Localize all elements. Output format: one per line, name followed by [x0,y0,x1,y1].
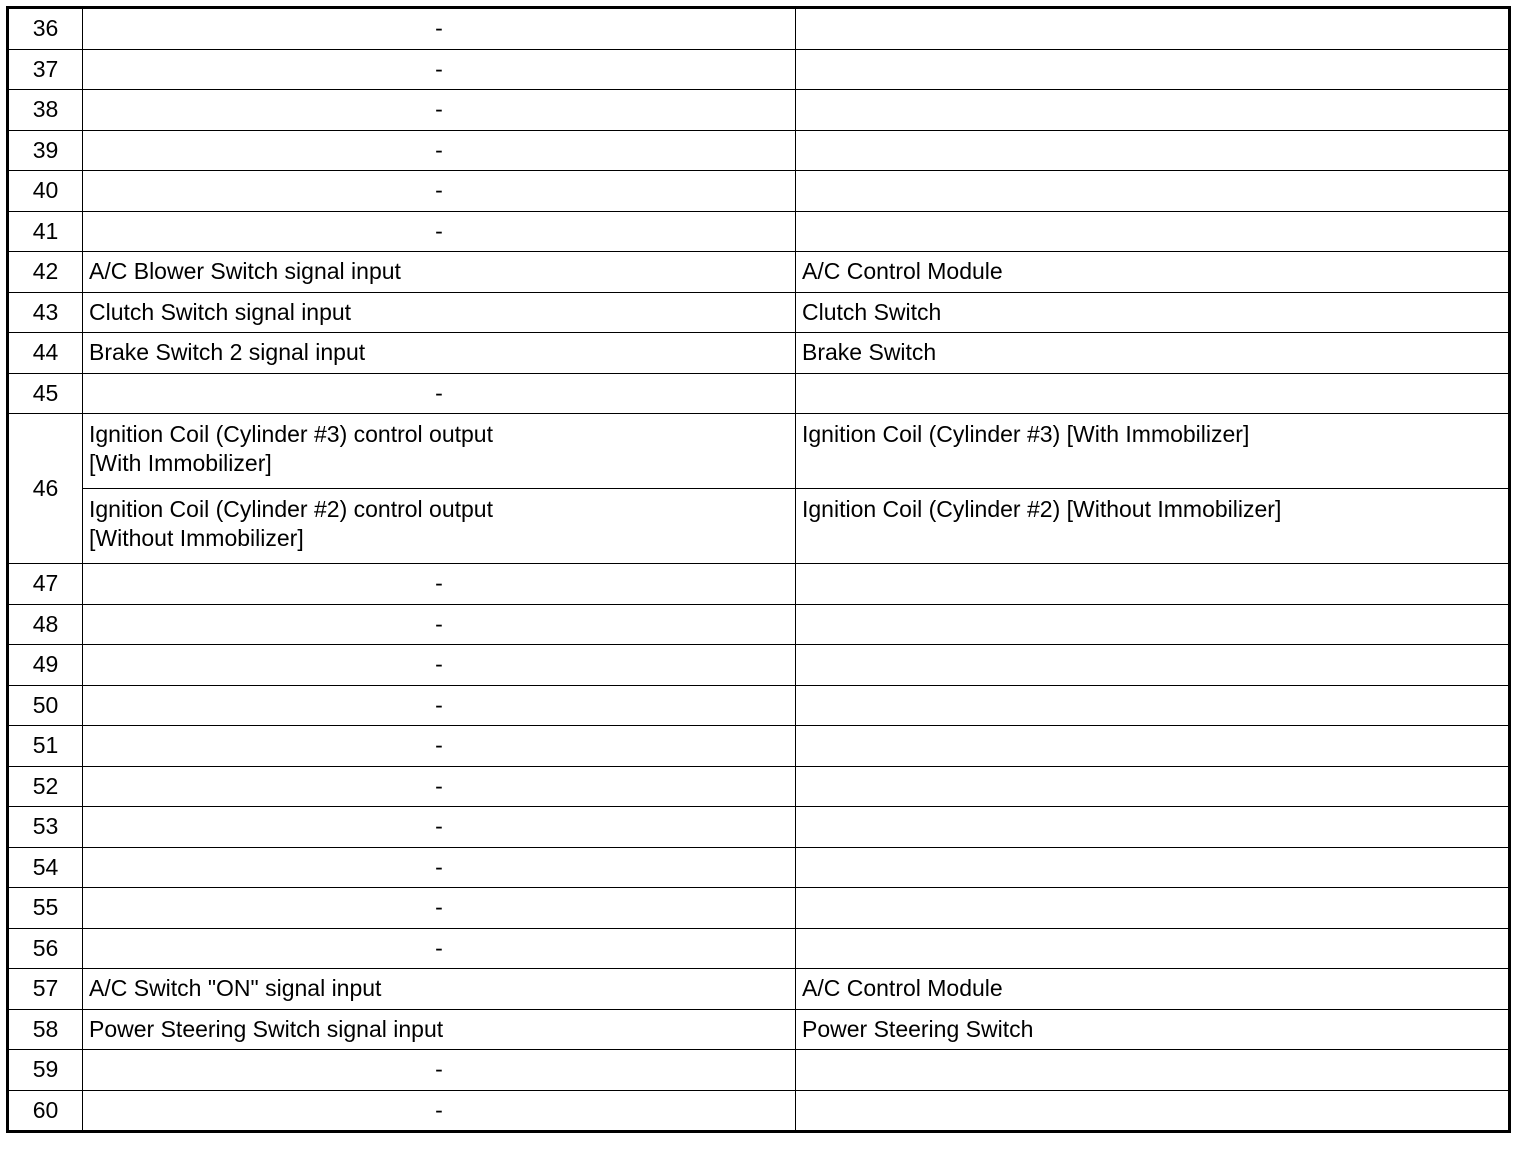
pin-number: 59 [8,1050,83,1091]
connected-to [796,1090,1510,1132]
pin-description: - [83,373,796,414]
pin-description: - [83,171,796,212]
table-row [8,414,1510,489]
connected-to: Clutch Switch [796,292,1510,333]
pin-description: - [83,888,796,929]
pin-description: - [83,564,796,605]
pin-description: - [83,726,796,767]
pin-number: 45 [8,373,83,414]
connected-to [796,211,1510,252]
pin-description [83,489,796,564]
table-row [8,766,1510,807]
table-row [8,171,1510,212]
pin-description: Brake Switch 2 signal input [83,333,796,374]
pin-description: A/C Blower Switch signal input [83,252,796,293]
pin-number: 48 [8,604,83,645]
connected-to: Ignition Coil (Cylinder #2) [Without Immobilizer] [796,489,1510,564]
pin-description-line: [Without Immobilizer] [89,525,304,551]
pin-description: - [83,49,796,90]
connected-to [796,8,1510,50]
table-row [8,1009,1510,1050]
connected-to [796,726,1510,767]
pin-description: - [83,685,796,726]
pin-number: 53 [8,807,83,848]
connected-to [796,564,1510,605]
connected-to [796,373,1510,414]
connected-to [796,685,1510,726]
pin-table-body [8,8,1510,1132]
connected-to [796,49,1510,90]
pin-description: - [83,604,796,645]
pin-description: - [83,807,796,848]
pin-description: - [83,1050,796,1091]
table-row [8,564,1510,605]
connected-to: Power Steering Switch [796,1009,1510,1050]
pin-number: 50 [8,685,83,726]
pin-description: - [83,645,796,686]
connected-to: Brake Switch [796,333,1510,374]
pin-number: 60 [8,1090,83,1132]
connected-to [796,645,1510,686]
pin-number: 49 [8,645,83,686]
table-row [8,373,1510,414]
pin-number: 41 [8,211,83,252]
table-row [8,807,1510,848]
table-row [8,211,1510,252]
pin-description-line: [With Immobilizer] [89,450,272,476]
table-row [8,928,1510,969]
pin-number: 38 [8,90,83,131]
table-row [8,726,1510,767]
table-row [8,130,1510,171]
pin-description [83,414,796,489]
pin-description: - [83,90,796,131]
pin-number: 43 [8,292,83,333]
pin-description: - [83,766,796,807]
connected-to [796,766,1510,807]
pin-description: Clutch Switch signal input [83,292,796,333]
pin-number: 57 [8,969,83,1010]
connected-to [796,928,1510,969]
table-row [8,645,1510,686]
pin-description: - [83,8,796,50]
connected-to [796,847,1510,888]
pin-number: 44 [8,333,83,374]
pin-description: - [83,847,796,888]
pin-number: 37 [8,49,83,90]
pin-number: 54 [8,847,83,888]
table-row [8,969,1510,1010]
pin-number: 42 [8,252,83,293]
pin-number: 39 [8,130,83,171]
connected-to: A/C Control Module [796,252,1510,293]
table-row [8,49,1510,90]
pin-number: 47 [8,564,83,605]
table-row [8,252,1510,293]
pin-description-line: Ignition Coil (Cylinder #2) control output [89,496,493,522]
connected-to [796,807,1510,848]
pin-number: 56 [8,928,83,969]
table-row [8,604,1510,645]
pin-number: 55 [8,888,83,929]
pin-number: 36 [8,8,83,50]
connected-to [796,130,1510,171]
table-row [8,1050,1510,1091]
connected-to [796,888,1510,929]
pin-description: Power Steering Switch signal input [83,1009,796,1050]
pin-number: 58 [8,1009,83,1050]
pin-number: 40 [8,171,83,212]
table-row [8,888,1510,929]
pin-table [6,6,1511,1133]
table-row [8,1090,1510,1132]
table-row [8,90,1510,131]
table-row [8,685,1510,726]
pin-description: - [83,130,796,171]
pin-description: - [83,928,796,969]
connected-to: A/C Control Module [796,969,1510,1010]
connected-to [796,604,1510,645]
connected-to: Ignition Coil (Cylinder #3) [With Immobilizer] [796,414,1510,489]
pin-number: 52 [8,766,83,807]
table-row [8,292,1510,333]
connected-to [796,171,1510,212]
pin-description: - [83,211,796,252]
pin-description-line: Ignition Coil (Cylinder #3) control output [89,421,493,447]
connected-to [796,90,1510,131]
table-row [8,8,1510,50]
pin-number: 51 [8,726,83,767]
table-row [8,847,1510,888]
pin-description: - [83,1090,796,1132]
pin-description: A/C Switch "ON" signal input [83,969,796,1010]
table-row [8,489,1510,564]
connected-to [796,1050,1510,1091]
pin-number: 46 [8,414,83,564]
table-row [8,333,1510,374]
